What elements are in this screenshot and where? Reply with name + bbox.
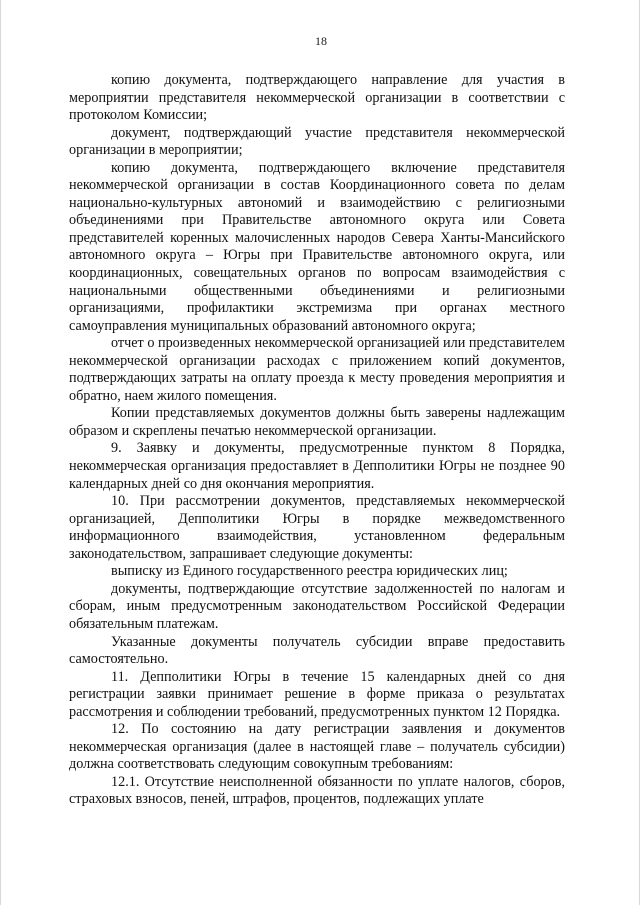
- paragraph-copies-certified: Копии представляемых документов должны быть заверены надлежащим образом и скреплены печатью некоммерческой организации.: [69, 405, 565, 439]
- paragraph-expense-report: отчет о произведенных некоммерческой организацией или представителем некоммерческой организации расходах с приложением копий документов, подтверждающих затраты на оплату проезда к месту проведения мероприятия и обратно, наем жилого помещения.: [69, 335, 565, 404]
- paragraph-item-12-1: 12.1. Отсутствие неисполненной обязанности по уплате налогов, сборов, страховых взносов, пеней, штрафов, процентов, подлежащих уплате: [69, 773, 565, 808]
- page-number: 18: [315, 34, 327, 48]
- paragraph-no-debt-documents: документы, подтверждающие отсутствие задолженностей по налогам и сборам, иным предусмотренным законодательством Российской Федерации обязательным платежам.: [69, 580, 565, 632]
- paragraph-copy-participation-direction: копию документа, подтверждающего направление для участия в мероприятии представителя некоммерческой организации в соответствии с протоколом Комиссии;: [69, 72, 565, 124]
- paragraph-item-12: 12. По состоянию на дату регистрации заявления и документов некоммерческая организация (далее в настоящей главе – получатель субсидии) должна соответствовать следующим совокупным требованиям:: [69, 721, 565, 773]
- paragraph-copy-council-inclusion: копию документа, подтверждающего включение представителя некоммерческой организации в состав Координационного совета по делам национально-культурных автономий и взаимодействию с религиозными объединениями при Правительстве автономного округа или Совета представителей коренных малочисленных народов Севера Ханты-Мансийского автономного округа – Югры при Правительстве автономного округа, или координационных, совещательных органов по вопросам взаимодействия с национальными общественными объединениями и религиозными организациями, профилактики экстремизма при органах местного самоуправления муниципальных образований автономного округа;: [69, 159, 565, 334]
- paragraph-registry-extract: выписку из Единого государственного реестра юридических лиц;: [111, 563, 508, 580]
- paragraph-self-submission: Указанные документы получатель субсидии вправе предоставить самостоятельно.: [69, 633, 565, 668]
- document-body: [69, 72, 565, 809]
- paragraph-item-11: 11. Депполитики Югры в течение 15 календарных дней со дня регистрации заявки принимает решение в форме приказа о результатах рассмотрения и соблюдении требований, предусмотренных пунктом 12 Порядка.: [69, 668, 565, 720]
- paragraph-item-9: 9. Заявку и документы, предусмотренные пунктом 8 Порядка, некоммерческая организация предоставляет в Депполитики Югры не позднее 90 календарных дней со дня окончания мероприятия.: [69, 440, 565, 492]
- paragraph-item-10: 10. При рассмотрении документов, представляемых некоммерческой организацией, Депполитики Югры в порядке межведомственного информационного взаимодействия, установленном федеральным законодательством, запрашивает следующие документы:: [69, 493, 565, 562]
- paragraph-participation-document: документ, подтверждающий участие представителя некоммерческой организации в мероприятии;: [69, 124, 565, 159]
